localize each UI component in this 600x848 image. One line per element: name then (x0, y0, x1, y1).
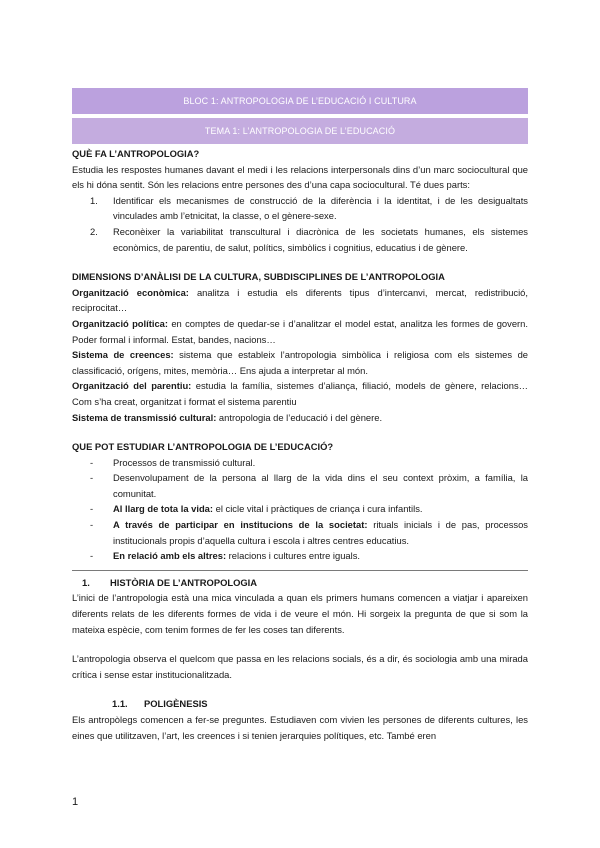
definition-item: Sistema de transmissió cultural: antropologia de l’educació i del gènere. (72, 411, 383, 423)
section-heading-dimensions: DIMENSIONS D’ANÀLISI DE LA CULTURA, SUBDISCIPLINES DE L’ANTROPOLOGIA (72, 271, 445, 283)
paragraph: Els antropòlegs comencen a fer-se preguntes. Estudiaven com vivien les persones de diferents cultures, les eines que utilitzaven, l’art, les creences i si tenien jerarquies polítiques, etc. També eren (72, 714, 528, 741)
list-item: - Al llarg de tota la vida: el cicle vital i pràctiques de criança i cura infantils. (90, 503, 423, 515)
list-item: - En relació amb els altres: relacions i cultures entre iguals. (90, 550, 360, 562)
definition-item: Organització econòmica: analitza i estudia els diferents tipus d’intercanvi, mercat, redistribució, reciprocitat… (72, 286, 529, 314)
list-item: - Desenvolupament de la persona al llarg de la vida dins el seu context pròxim, a família, la comunitat. (90, 472, 528, 499)
section-heading-que-fa: QUÈ FA L’ANTROPOLOGIA? (72, 148, 200, 159)
definition-item: Organització del parentiu: estudia la família, sistemes d’aliança, filiació, models de gènere, relacions… Com s’ha creat, organitzat i format el sistema parentiu (72, 380, 529, 407)
section-divider (72, 570, 528, 571)
definition-item: Organització política: en comptes de quedar-se i d’analitzar el model estat, analitza les formes de govern. Poder formal i informal. Estat, bandes, nacions… (72, 317, 528, 345)
numbered-list (72, 193, 528, 255)
list-item: - A través de participar en institucions de la societat: rituals inicials i de pas, processos institucionals propis d’aquella cultura i escola i altres centres educatius. (90, 519, 528, 546)
section-heading-historia: 1. HISTÒRIA DE L’ANTROPOLOGIA (82, 576, 258, 588)
tema-banner: TEMA 1: L’ANTROPOLOGIA DE L’EDUCACIÓ (72, 118, 528, 144)
dash-list (72, 455, 528, 564)
definition-item: Sistema de creences: sistema que estableix l’antropologia simbòlica i religiosa com els sistemes de classificació, orígens, mites, memòria… Ens ajuda a interpretar al món. (72, 349, 529, 376)
paragraph: L’antropologia observa el quelcom que passa en les relacions socials, és a dir, és sociologia amb una mirada crítica i sense estar institucionalitzada. (72, 653, 528, 680)
paragraph: L’inici de l’antropologia està una mica vinculada a quan els primers humans comencen a viatjar i apareixen diferents relats de les diferents formes de vida i de veure el món. Hi sorgeix la pregunta de que si som la mateixa espècie, com tenim formes de fer les coses tan diferents. (72, 592, 528, 635)
list-item: 1. Identificar els mecanismes de construcció de la diferència i la identitat, i de les desigualtats vinculades amb l’etnicitat, la classe, o el gènere-sexe. (90, 194, 528, 222)
list-item: - Processos de transmissió cultural. (90, 456, 256, 468)
bloc-banner: BLOC 1: ANTROPOLOGIA DE L’EDUCACIÓ I CULTURA (72, 88, 528, 114)
document-body (72, 146, 528, 743)
section-heading-que-pot: QUE POT ESTUDIAR L’ANTROPOLOGIA DE L’EDUCACIÓ? (72, 441, 334, 453)
subsection-heading-poligenesis: 1.1. POLIGÈNESIS (112, 698, 208, 710)
list-item: 2. Reconèixer la variabilitat transcultural i diacrònica de les societats humanes, els sistemes econòmics, de parentiu, de salut, polítics, simbòlics i cognitius, educatius i de gènere. (90, 225, 528, 253)
paragraph-intro: Estudia les respostes humanes davant el medi i les relacions interpersonals dins d’un marc sociocultural que els hi dóna sentit. Són les relacions entre persones des d’una capa sociocultural. Té dues parts: (72, 163, 528, 191)
page-number: 1 (72, 796, 79, 808)
